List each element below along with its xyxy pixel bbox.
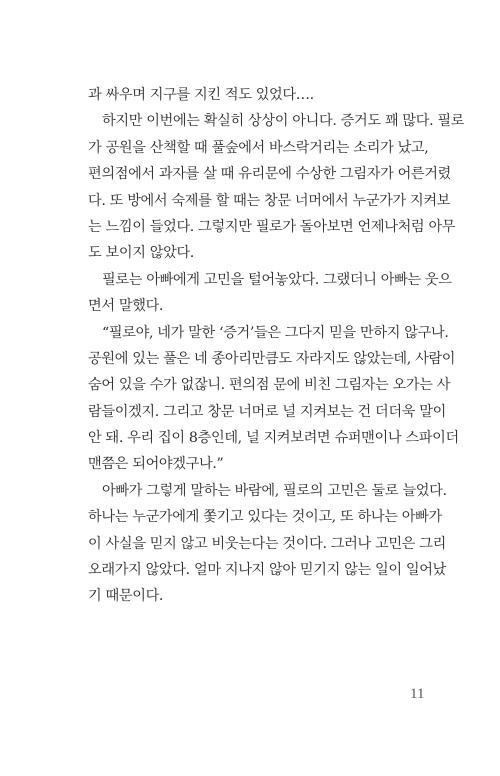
text-line: 공원에 있는 풀은 네 종아리만큼도 자라지도 않았는데, 사람이 (88, 350, 456, 367)
text-line: 아빠가 그렇게 말하는 바람에, 필로의 고민은 둘로 늘었다. (102, 482, 447, 499)
text-line: 다. 또 방에서 숙제를 할 때는 창문 너머에서 누군가가 지켜보 (88, 192, 451, 209)
text-line: 안 돼. 우리 집이 8층인데, 널 지켜보려면 슈퍼맨이나 스파이더 (88, 430, 459, 447)
text-line: 하나는 누군가에게 쫓기고 있다는 것이고, 또 하나는 아빠가 (88, 509, 442, 526)
text-line: 오래가지 않았다. 얼마 지나지 않아 믿기지 않는 일이 일어났 (88, 562, 446, 579)
text-line: 기 때문이다. (88, 588, 164, 605)
text-line: 편의점에서 과자를 살 때 유리문에 수상한 그림자가 어른거렸 (88, 166, 451, 183)
text-line: 는 느낌이 들었다. 그렇지만 필로가 돌아보면 언제나처럼 아무 (88, 218, 456, 235)
text-line: 숨어 있을 수가 없잖니. 편의점 문에 비친 그림자는 오가는 사 (88, 377, 451, 394)
text-line: 람들이겠지. 그리고 창문 너머로 널 지켜보는 건 더더욱 말이 (88, 403, 446, 420)
text-line: 하지만 이번에는 확실히 상상이 아니다. 증거도 꽤 많다. 필로 (102, 113, 465, 130)
body-text (88, 82, 465, 610)
text-line: 맨쯤은 되어야겠구나.” (88, 456, 224, 473)
text-line: 가 공원을 산책할 때 풀숲에서 바스락거리는 소리가 났고, (88, 139, 429, 156)
page-number: 11 (410, 686, 425, 702)
text-line: 이 사실을 믿지 않고 비웃는다는 것이다. 그러나 고민은 그리 (88, 535, 446, 552)
text-line: 면서 말했다. (88, 298, 164, 315)
text-line: 과 싸우며 지구를 지킨 적도 있었다…. (88, 87, 314, 103)
text-line: 필로는 아빠에게 고민을 털어놓았다. 그랬더니 아빠는 웃으 (102, 271, 452, 288)
text-line: “필로야, 네가 말한 ‘증거’들은 그다지 믿을 만하지 않구나. (102, 324, 449, 341)
text-line: 도 보이지 않았다. (88, 245, 194, 262)
